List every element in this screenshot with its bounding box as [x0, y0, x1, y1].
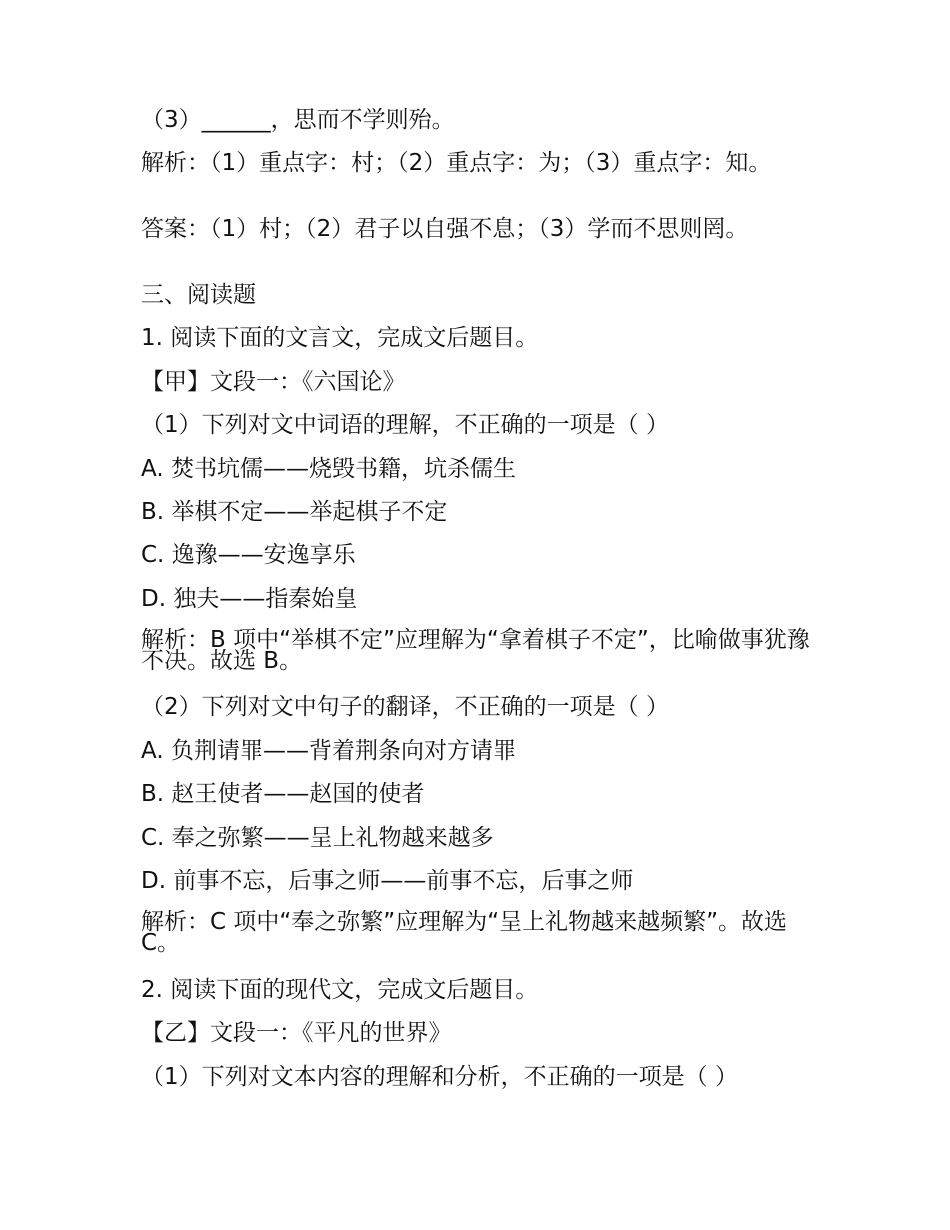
- option-a: A. 焚书坑儒——烧毁书籍，坑杀儒生: [141, 456, 516, 482]
- analysis-3: 解析：C 项中“奉之弥繁”应理解为“呈上礼物越来越频繁”。故选 C。: [141, 909, 788, 956]
- reading-question-2-intro: 2. 阅读下面的现代文，完成文后题目。: [141, 977, 539, 1003]
- fill-blank-question-3: （3）______，思而不学则殆。: [141, 107, 455, 133]
- analysis-1: 解析：（1）重点字：村；（2）重点字：为；（3）重点字：知。: [141, 150, 772, 176]
- option-d-2: D. 前事不忘，后事之师——前事不忘，后事之师: [141, 868, 634, 894]
- option-a-2: A. 负荆请罪——背着荆条向对方请罪: [141, 738, 516, 764]
- option-c-2: C. 奉之弥繁——呈上礼物越来越多: [141, 825, 494, 851]
- answer-1: 答案：（1）村；（2）君子以自强不息；（3）学而不思则罔。: [141, 216, 749, 242]
- option-c: C. 逸豫——安逸享乐: [141, 542, 356, 568]
- passage-yi-title: 【乙】文段一：《平凡的世界》: [141, 1020, 452, 1046]
- passage-jia-title: 【甲】文段一：《六国论》: [141, 369, 406, 395]
- sub-question-2: （2）下列对文中句子的翻译，不正确的一项是（ ）: [141, 694, 669, 720]
- option-d: D. 独夫——指秦始皇: [141, 586, 358, 612]
- analysis-2: 解析：B 项中“举棋不定”应理解为“拿着棋子不定”，比喻做事犹豫不决。故选 B。: [141, 627, 810, 674]
- section-heading-reading: 三、阅读题: [141, 282, 256, 308]
- sub-question-3: （1）下列对文本内容的理解和分析，不正确的一项是（ ）: [141, 1064, 738, 1090]
- reading-question-1-intro: 1. 阅读下面的文言文，完成文后题目。: [141, 325, 539, 351]
- option-b: B. 举棋不定——举起棋子不定: [141, 499, 448, 525]
- option-b-2: B. 赵王使者——赵国的使者: [141, 781, 425, 807]
- sub-question-1: （1）下列对文中词语的理解，不正确的一项是（ ）: [141, 412, 669, 438]
